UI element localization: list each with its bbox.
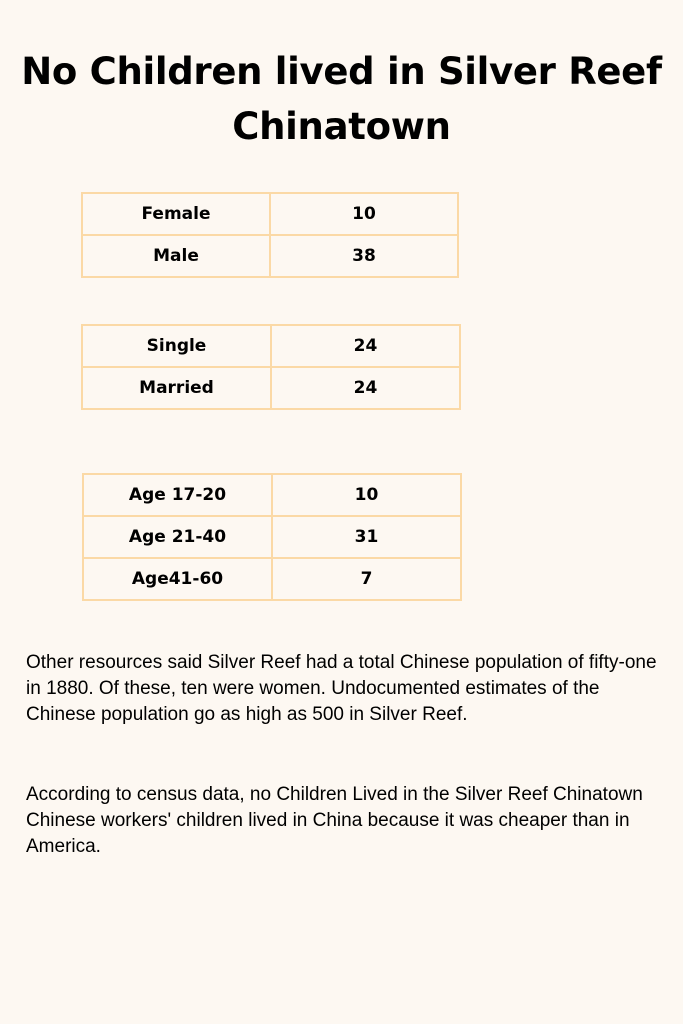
table-row	[83, 558, 461, 600]
table-row	[82, 367, 460, 409]
row-label: Female	[82, 193, 270, 235]
table-row	[83, 474, 461, 516]
table-row	[82, 235, 458, 277]
row-value: 38	[270, 235, 458, 277]
gender-table	[81, 192, 459, 278]
table-row	[83, 516, 461, 558]
census-line-1: According to census data, no Children Lived in the Silver Reef Chinatown	[26, 784, 643, 805]
row-label: Married	[82, 367, 271, 409]
row-value: 10	[270, 193, 458, 235]
row-label: Male	[82, 235, 270, 277]
row-label: Age 17-20	[83, 474, 272, 516]
population-paragraph: Other resources said Silver Reef had a total Chinese population of fifty-one in 1880. Of these, ten were women. Undocumented estimates of the Chinese population go as high as 500 in Silver Reef.	[26, 652, 657, 725]
census-paragraph	[26, 782, 666, 860]
row-value: 7	[272, 558, 461, 600]
table-row	[82, 325, 460, 367]
row-label: Age 21-40	[83, 516, 272, 558]
age-table	[82, 473, 462, 601]
table-row	[82, 193, 458, 235]
row-label: Single	[82, 325, 271, 367]
row-label: Age41-60	[83, 558, 272, 600]
row-value: 24	[271, 367, 460, 409]
row-value: 10	[272, 474, 461, 516]
page-title: No Children lived in Silver Reef Chinatown	[21, 50, 662, 148]
row-value: 31	[272, 516, 461, 558]
census-line-2: Chinese workers' children lived in China because it was cheaper than in America.	[26, 810, 630, 857]
row-value: 24	[271, 325, 460, 367]
marital-status-table	[81, 324, 461, 410]
